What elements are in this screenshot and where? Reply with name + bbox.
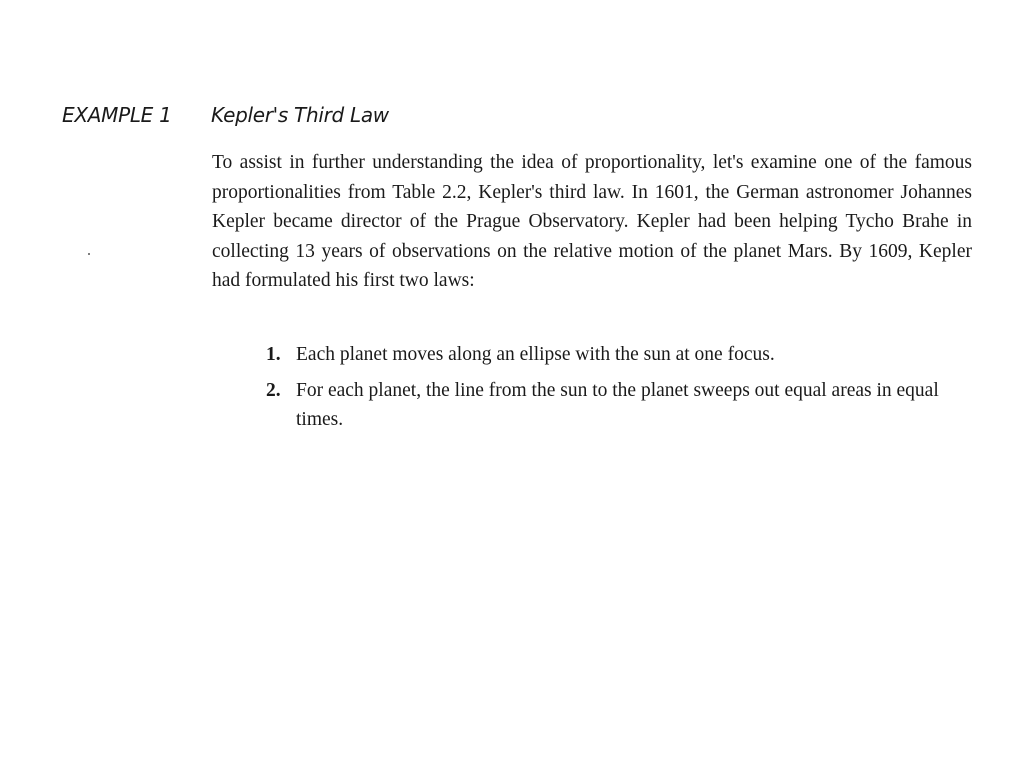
list-item-text: Each planet moves along an ellipse with the sun at one focus. [296,344,775,365]
list-item [266,376,972,435]
example-label: EXAMPLE 1 [62,103,172,127]
list-item-number: 2. [266,379,281,401]
example-title: Kepler's Third Law [211,103,389,127]
list-item-text: For each planet, the line from the sun to the planet sweeps out equal areas in equal times. [296,379,939,430]
kepler-laws-list [266,340,972,441]
list-item-number: 1. [266,344,281,365]
list-item [266,340,972,370]
scan-speck [88,253,90,255]
body-paragraph: To assist in further understanding the idea of proportionality, let's examine one of the famous proportionalities from Table 2.2, Kepler's third law. In 1601, the German astronomer Johannes Kepler became director of the Prague Observatory. Kepler had been helping Tycho Brahe in collecting 13 years of observations on the relative motion of the planet Mars. By 1609, Kepler had formulated his first two laws: [212,152,972,291]
